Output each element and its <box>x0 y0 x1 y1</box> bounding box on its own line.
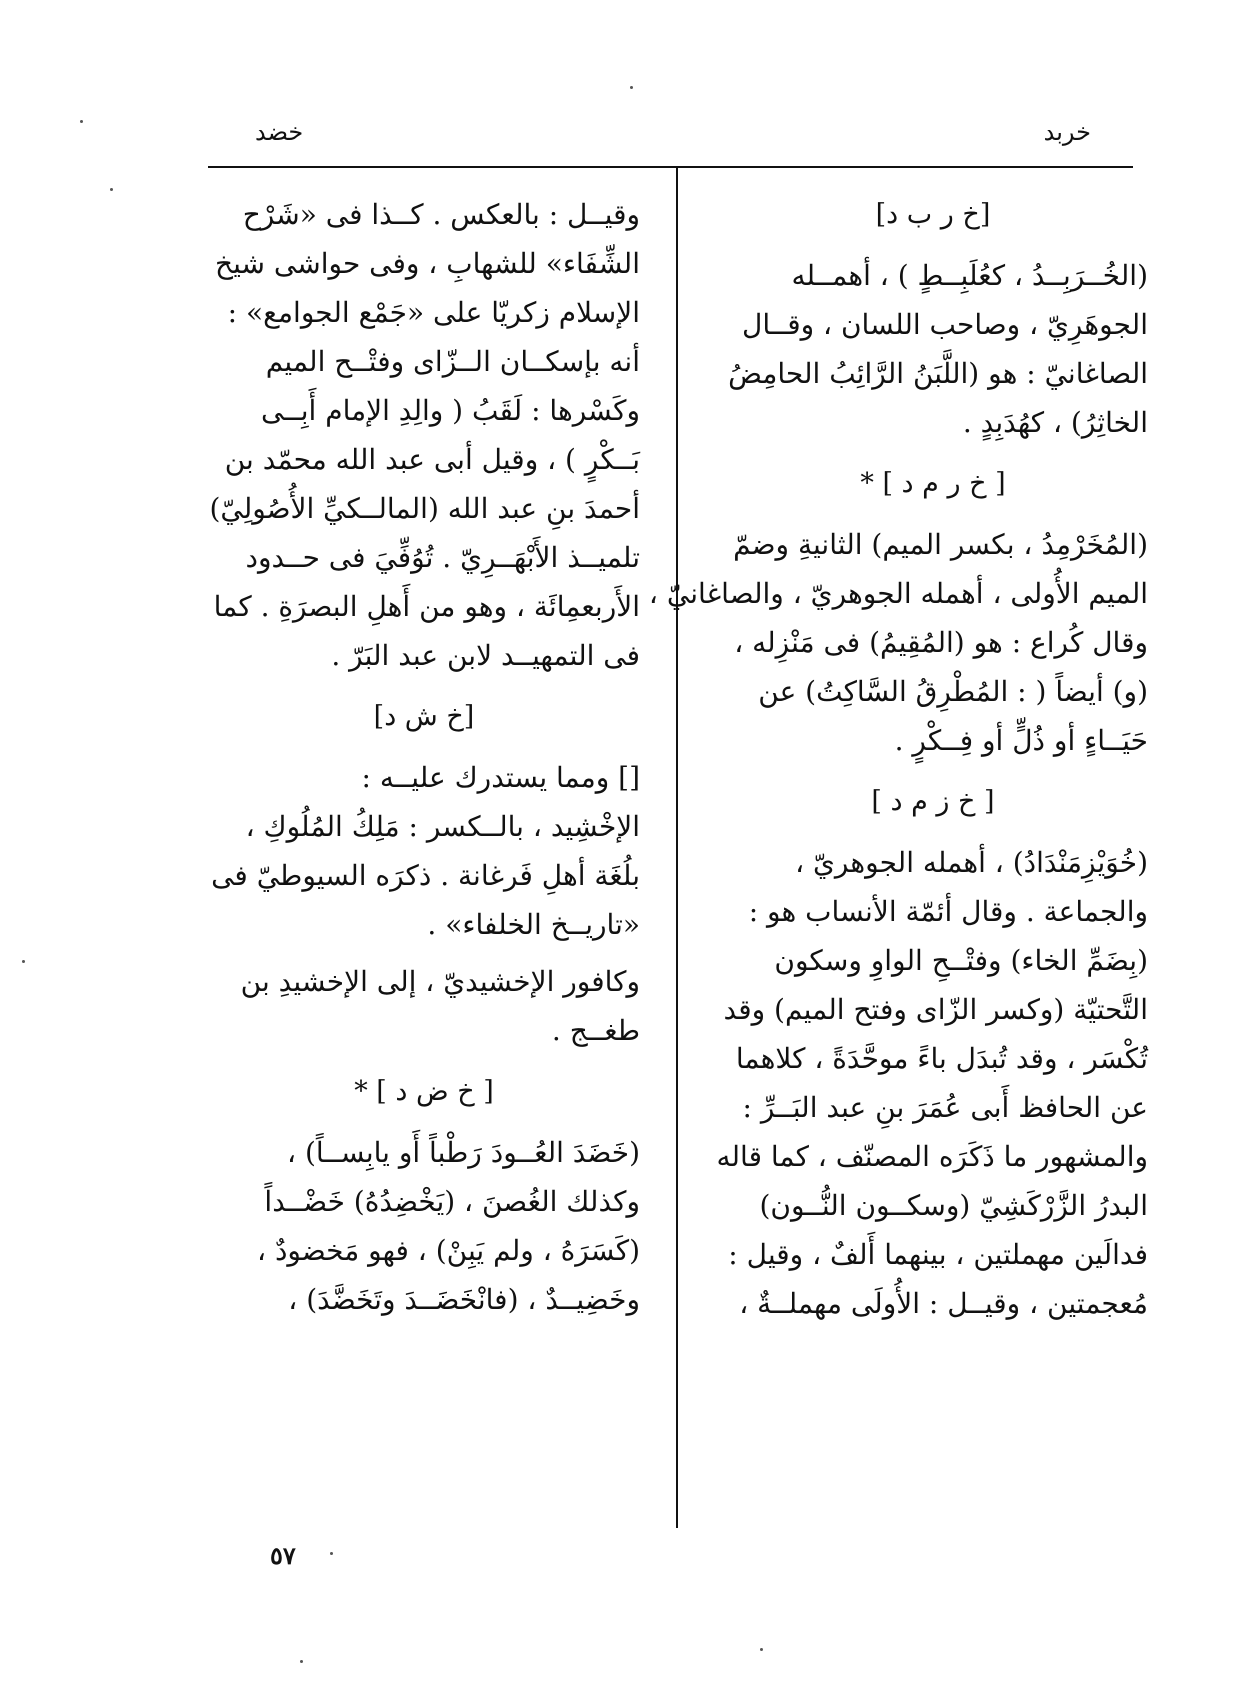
entry-body-khrbd <box>718 251 1148 447</box>
entry-body-khshd <box>208 753 640 949</box>
entry-body-kafur <box>208 957 640 1055</box>
text-line: (و) أيضاً ( : المُطْرِقُ السَّاكِتُ) عن <box>758 675 1148 708</box>
text-line: وخَضِيــدٌ ، (فانْخَضَــدَ وتَخَضَّدَ) ، <box>288 1283 640 1316</box>
text-line: الصاغانيّ : هو (اللَّبَنُ الرَّائِبُ الحامِضُ <box>728 357 1148 390</box>
text-line: بلُغَة أهلِ فَرغانة . ذكرَه السيوطيّ فى <box>211 859 640 892</box>
text-line: طغــج . <box>551 1014 640 1047</box>
scan-speck <box>760 1648 763 1651</box>
scan-speck <box>80 120 83 123</box>
text-line: حَيَــاءٍ أو ذُلٍّ أو فِــكْرٍ . <box>894 724 1148 757</box>
right-column <box>648 190 1148 1328</box>
text-line: تلميــذ الأَبْهَــرِيّ . تُوُفِّيَ فى حــدود <box>245 541 640 574</box>
scan-speck <box>630 86 633 89</box>
text-line: فى التمهيــد لابن عبد البَرّ . <box>331 639 640 672</box>
text-line: الأَربعمِائَة ، وهو من أَهلِ البصرَةِ . كما <box>213 590 640 623</box>
text-line: عن الحافظ أَبى عُمَرَ بنِ عبد البَــرِّ : <box>742 1091 1148 1124</box>
entry-heading-khzmd: [ خ ز م د ] <box>871 786 995 817</box>
text-line: (الخُــرَبِــدُ ، كعُلَبِــطٍ ) ، أهمــله <box>791 259 1148 292</box>
text-line: أنه بإسكــان الــزّاى وفتْــح الميم <box>265 345 640 378</box>
text-line: (خَضَدَ العُــودَ رَطْباً أَو يابِســاً) ، <box>287 1136 640 1169</box>
entry-heading-khdd: [ خ ض د ] * <box>354 1076 494 1107</box>
continued-entry-body <box>208 190 640 680</box>
text-line: فدالَين مهملتين ، بينهما أَلفٌ ، وقيل : <box>728 1238 1148 1271</box>
text-line: (خُوَيْزِمَنْدَادُ) ، أهمله الجوهريّ ، <box>795 846 1148 879</box>
left-column <box>208 190 640 1324</box>
text-line: «تاريــخ الخلفاء» . <box>427 908 640 941</box>
text-line: (بِضَمِّ الخاء) وفتْــحِ الواوِ وسكون <box>774 944 1148 977</box>
entry-heading-khrmd: [ خ ر م د ] * <box>860 468 1006 499</box>
text-line: الميم الأُولى ، أهمله الجوهريّ ، والصاغانيّ ، <box>648 577 1148 610</box>
text-line: (المُخَرْمِدُ ، بكسر الميم) الثانيةِ وضمّ <box>733 528 1148 561</box>
scan-speck <box>330 1552 333 1555</box>
running-head-right: خربد <box>1043 118 1091 146</box>
scan-speck <box>110 188 113 191</box>
column-divider <box>676 168 678 1528</box>
text-line: والمشهور ما ذَكَرَه المصنّف ، كما قاله <box>716 1140 1148 1173</box>
text-line: الإسلام زكريّا على «جَمْع الجوامع» : <box>227 296 640 329</box>
entry-heading-khshd: [خ ش د] <box>373 701 475 732</box>
text-line: وقال كُراع : هو (المُقِيمُ) فى مَنْزِله ، <box>734 626 1148 659</box>
text-line: بَــكْرٍ ) ، وقيل أبى عبد الله محمّد بن <box>224 443 640 476</box>
entry-body-khzmd <box>718 838 1148 1328</box>
text-line: تُكْسَر ، وقد تُبدَل باءً موحَّدَةً ، كلاهما <box>735 1042 1148 1075</box>
running-head-left: خضد <box>255 118 304 146</box>
text-line: الخاثِرُ) ، كهُدَبِدٍ . <box>962 406 1148 439</box>
entry-body-khrmd <box>648 520 1148 765</box>
text-line: وكَسْرها : لَقَبُ ( والِدِ الإمام أَبِــى <box>261 394 640 427</box>
text-line: مُعجمتين ، وقيــل : الأُولَى مهملــةٌ ، <box>739 1287 1148 1320</box>
text-line: الإخْشِيد ، بالــكسر : مَلِكُ المُلُوكِ ، <box>245 810 640 843</box>
text-line: وكذلك الغُصنَ ، (يَخْضِدُهُ) خَضْــداً <box>264 1185 640 1218</box>
entry-heading-khrbd: [خ ر ب د] <box>875 199 991 230</box>
text-line: وكافور الإخشيديّ ، إلى الإخشيدِ بن <box>240 965 640 998</box>
text-line: الشِّفَاء» للشهابِ ، وفى حواشى شيخ <box>215 247 640 280</box>
text-line: الجوهَرِيّ ، وصاحب اللسان ، وقــال <box>741 308 1148 341</box>
text-line: [] ومما يستدرك عليــه : <box>361 761 640 794</box>
text-line: البدرُ الزَّرْكَشِيّ (وسكــون النُّــون) <box>759 1189 1148 1222</box>
header-rule <box>208 166 1133 168</box>
text-line: والجماعة . وقال أئمّة الأنساب هو : <box>748 895 1148 928</box>
scan-speck <box>300 1660 303 1663</box>
text-line: أحمدَ بنِ عبد الله (المالــكيِّ الأُصُولِيّ) <box>209 492 640 525</box>
page-number: ٥٧ <box>270 1541 296 1570</box>
text-line: وقيــل : بالعكس . كــذا فى «شَرْح <box>242 198 640 231</box>
text-line: التَّحتيّة (وكسر الزّاى وفتح الميم) وقد <box>723 993 1148 1026</box>
entry-body-khdd <box>208 1128 640 1324</box>
text-line: (كَسَرَهُ ، ولم يَبِنْ) ، فهو مَخضودٌ ، <box>257 1234 640 1267</box>
scan-speck <box>22 960 25 963</box>
